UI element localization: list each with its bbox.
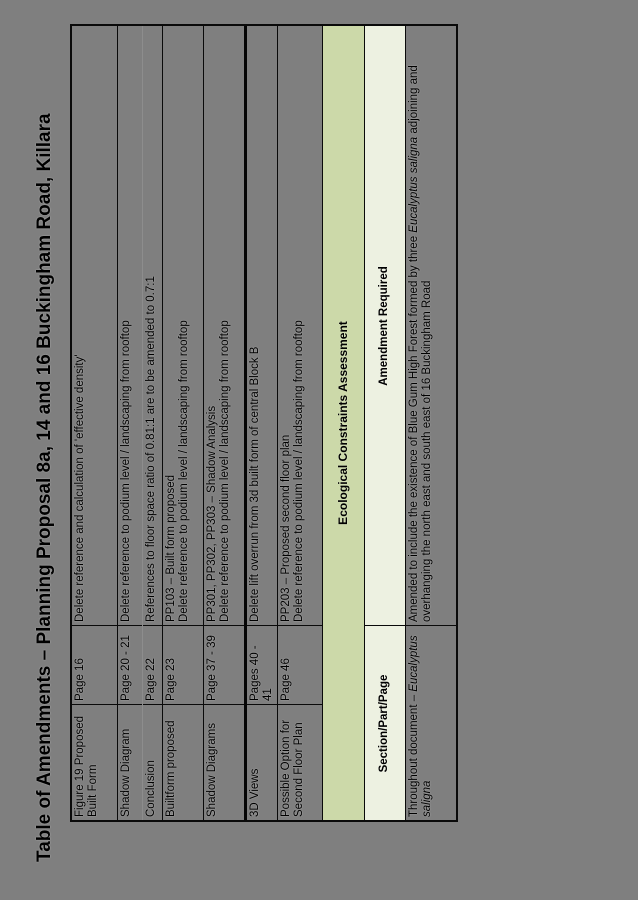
page-cell: Page 37 - 39	[204, 626, 244, 705]
amendment-text: Amended to include the existence of Blue Gum High Forest formed by three	[407, 232, 420, 622]
amendment-text: adjoining and overhanging the north east and south east of 16 Buckingham Road	[407, 65, 433, 622]
section-cell: 3D Views	[249, 768, 261, 817]
page-cell: Page 16	[72, 626, 117, 705]
amendment-cell	[72, 26, 117, 626]
table-row	[405, 26, 456, 820]
section-text: Throughout document –	[407, 691, 420, 817]
amendment-line: Delete reference to podium level / landscaping from rooftop	[177, 320, 190, 622]
section-cell: Shadow Diagrams	[206, 723, 218, 817]
amendment-cell	[143, 26, 162, 626]
species-name-italic: Eucalyptus saligna	[407, 136, 420, 233]
page-cell: Pages 40 - 41	[247, 626, 277, 705]
amendment-line: Delete reference to podium level / landscaping from rooftop	[218, 320, 231, 622]
ecological-constraints-section-header: Ecological Constraints Assessment	[322, 26, 364, 820]
table-row	[162, 26, 203, 820]
amendment-cell	[118, 26, 142, 626]
page-cell: Page 22	[143, 626, 162, 705]
amendments-table	[70, 24, 458, 822]
amendment-cell	[247, 26, 277, 626]
species-name-italic: Eucalyptus saligna	[407, 635, 433, 817]
amendment-cell	[204, 26, 244, 626]
section-cell: Conclusion	[145, 760, 157, 817]
section-cell: Builtform proposed	[165, 720, 177, 817]
section-cell	[406, 626, 456, 820]
table-row	[72, 26, 117, 820]
table-row	[117, 26, 142, 820]
page-cell: Page 23	[163, 626, 203, 705]
section-cell: Figure 19 Proposed Built Form	[74, 715, 99, 817]
table-header-row	[364, 26, 405, 820]
page-cell: Page 20 - 21	[118, 626, 142, 705]
amendment-cell	[163, 26, 203, 626]
section-cell: Shadow Diagram	[120, 728, 132, 817]
amendment-line: PP203 – Proposed second floor plan	[279, 434, 292, 622]
amendment-line: Delete lift overrun from 3d built form of central Block B	[249, 346, 261, 622]
table-row	[277, 26, 322, 820]
amendment-line: Delete reference to podium level / landscaping from rooftop	[120, 320, 132, 622]
amendment-cell	[406, 26, 456, 626]
table-row	[244, 26, 277, 820]
amendment-line: PP301, PP302, PP303 – Shadow Analysis	[206, 405, 218, 622]
amendment-line: References to floor space ratio of 0.81:1 are to be amended to 0.7:1	[145, 276, 157, 622]
table-row	[142, 26, 162, 820]
page-cell: Page 46	[278, 626, 322, 705]
document-title: Table of Amendments – Planning Proposal 8a, 14 and 16 Buckingham Road, Killara	[34, 113, 55, 862]
amendment-line: Delete reference and calculation of 'effective density'	[74, 354, 86, 622]
amendment-line: Delete reference to podium level / landscaping from rooftop	[292, 320, 305, 622]
amendment-cell	[278, 26, 322, 626]
section-part-page-header: Section/Part/Page	[378, 674, 391, 773]
table-row	[203, 26, 244, 820]
amendment-required-header: Amendment Required	[365, 26, 405, 626]
amendment-line: PP103 – Built form proposed	[165, 474, 177, 622]
section-cell: Possible Option for Second Floor Plan	[279, 719, 305, 817]
